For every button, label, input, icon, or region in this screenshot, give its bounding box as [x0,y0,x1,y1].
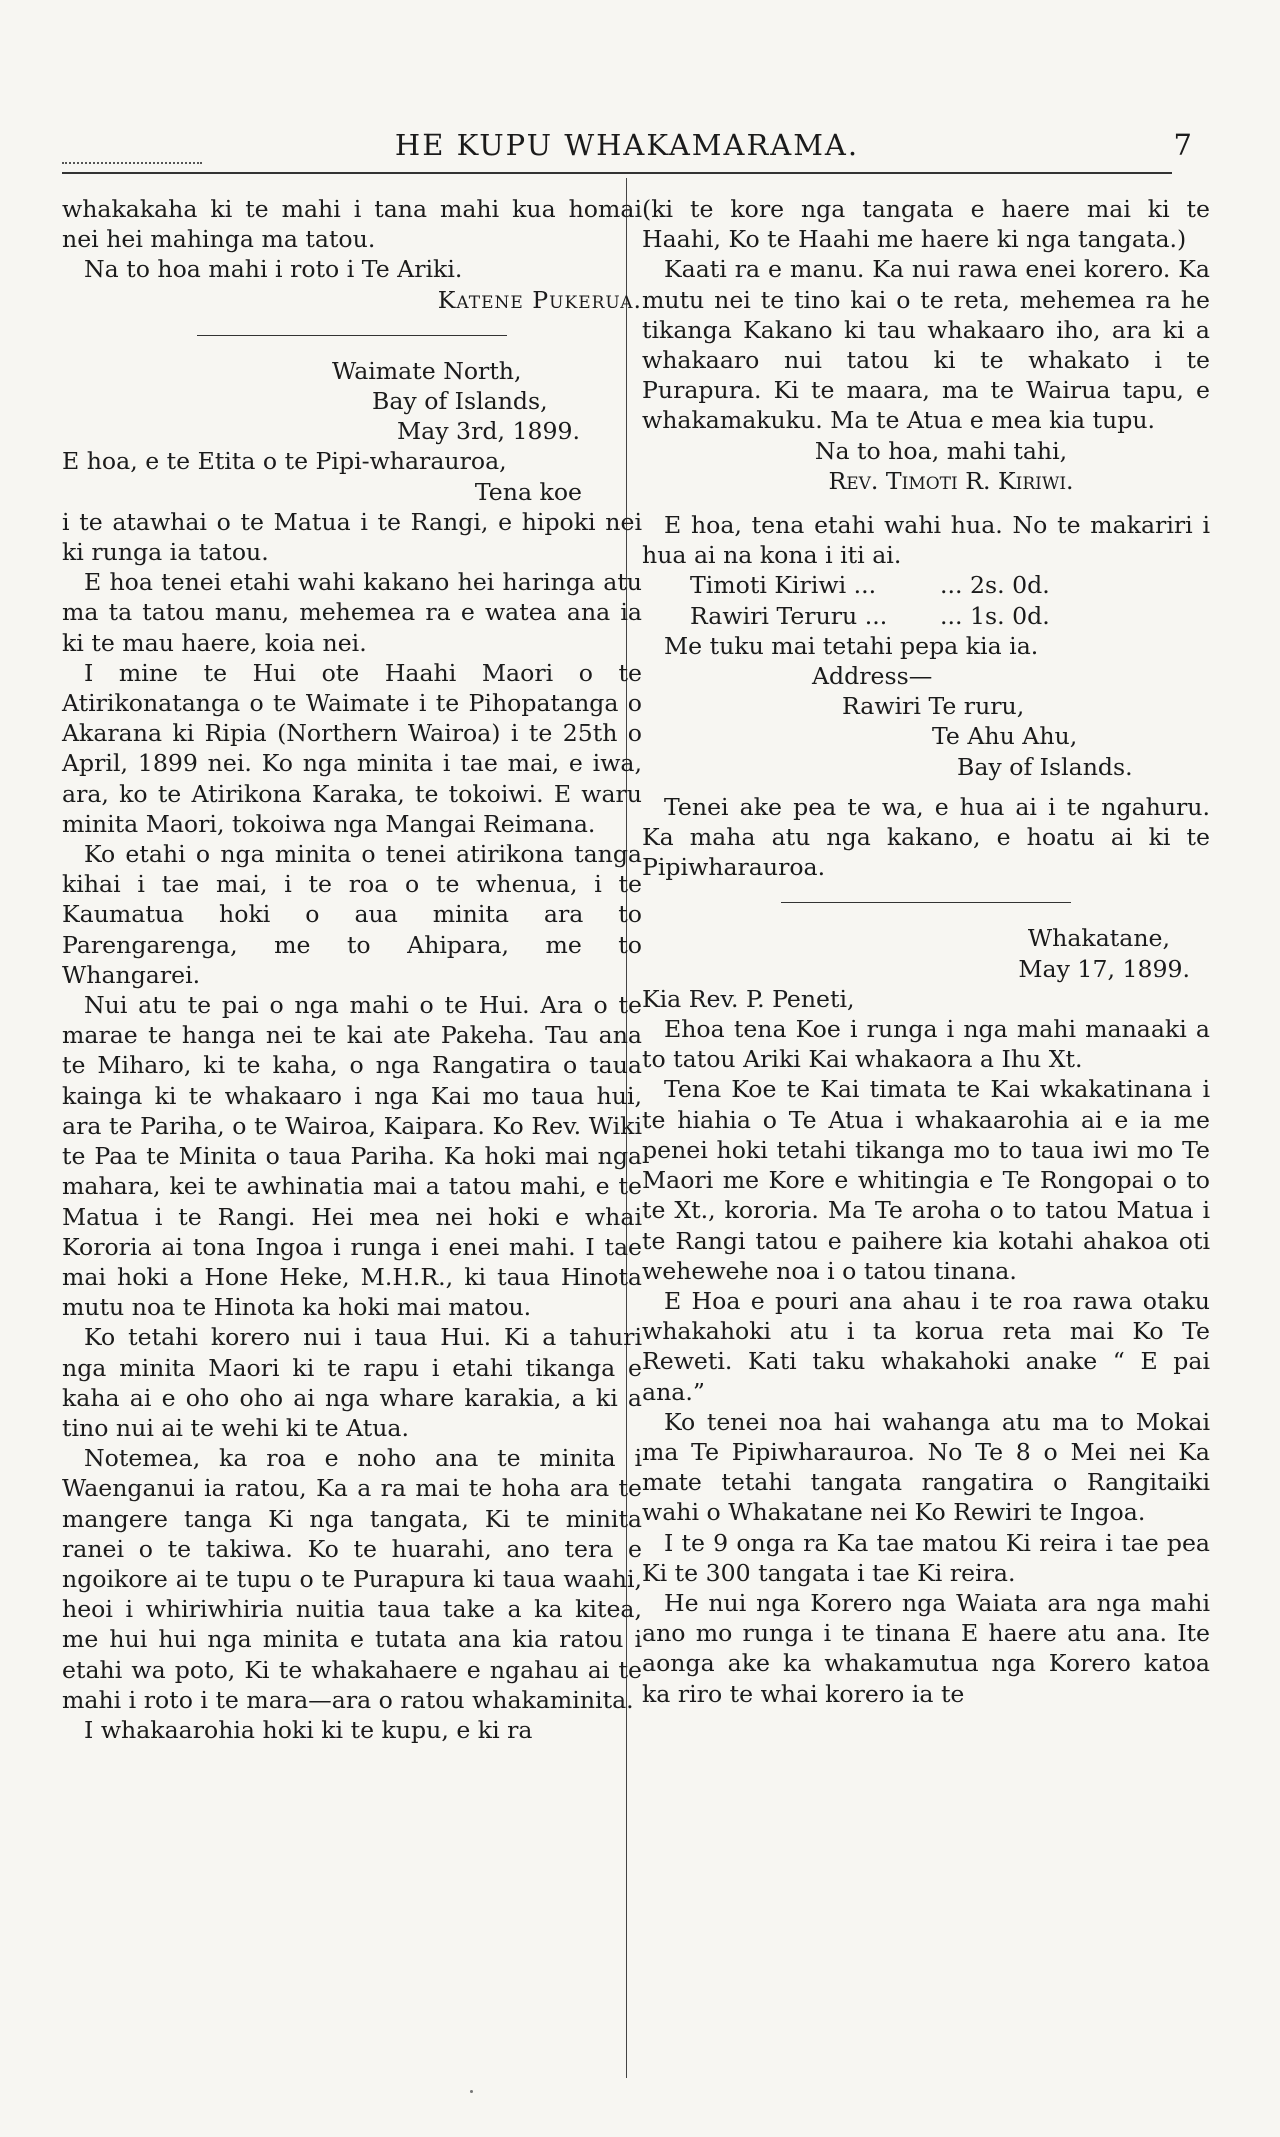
paragraph: E hoa, tena etahi wahi hua. No te makariri i hua ai na kona i iti ai. [642,511,1210,570]
payer-amount: ... 1s. 0d. [940,601,1050,630]
paragraph: Ko tetahi korero nui i taua Hui. Ki a tahuri nga minita Maori ki te rapu i etahi tikanga e kaha ai e oho oho ai nga whare karakia, a ki a tino nui ai te wehi ki te Atua. [62,1323,642,1442]
paragraph: Tenei ake pea te wa, e hua ai i te ngahuru. Ka maha atu nga kakano, e hoatu ai ki te Pipiwharauroa. [642,792,1210,882]
paragraph: Notemea, ka roa e noho ana te minita i Waenganui ia ratou, Ka a ra mai te hoha ara te mangere tanga Ki nga tangata, Ki te minita ranei o te takiwa. Ko te huarahi, ano tera e ngoikore ai te tupu o te Purapura ki taua waahi, heoi i whiriwhiria nuitia taua take a ka kitea, me hui hui nga minita e tutata ana kia ratou i etahi wa poto, Ki te whakahaere e ngahau ai te mahi i roto i te mara—ara o ratou whakaminita. [62,1444,642,1714]
address-line: Te Ahu Ahu, [932,722,1078,751]
address-line: Whakatane, [1027,924,1170,953]
section-rule [781,902,1071,903]
paragraph: Na to hoa mahi i roto i Te Ariki. [84,255,463,284]
paragraph: I mine te Hui ote Haahi Maori o te Atirikonatanga o te Waimate i te Pihopatanga o Akarana ki Ripia (Northern Wairoa) i te 25th o April, 1899 nei. Ko nga minita i tae mai, e iwa, ara, ko te Atirikona Karaka, te tokoiwi. E waru minita Maori, tokoiwa nga Mangai Reimana. [62,658,642,838]
address-line: Rawiri Te ruru, [842,692,1025,721]
right-column [642,194,1210,1709]
paragraph: (ki te kore nga tangata e haere mai ki te Haahi, Ko te Haahi me haere ki nga tangata.) [642,195,1210,254]
salutation: Kia Rev. P. Peneti, [642,984,855,1013]
payer-amount: ... 2s. 0d. [940,571,1050,600]
payer-name: Timoti Kiriwi ... [690,571,877,600]
address-date: May 17, 1899. [1018,954,1190,983]
paragraph: Ko etahi o nga minita o tenei atirikona tanga kihai i tae mai, i te roa o te whenua, i te Kaumatua hoki o aua minita ara to Parengarenga, me to Ahipara, me to Whangarei. [62,840,642,989]
page-title: HE KUPU WHAKAMARAMA. [394,128,860,162]
paragraph: Ehoa tena Koe i runga i nga mahi manaaki a to tatou Ariki Kai whakaora a Ihu Xt. [642,1015,1210,1074]
address-label: Address— [812,662,933,691]
left-column [62,194,642,1745]
paragraph: Me tuku mai tetahi pepa kia ia. [664,631,1039,660]
salutation-cont: Tena koe [474,477,582,506]
address-line: Bay of Islands, [372,387,548,416]
paragraph: I te 9 onga ra Ka tae matou Ki reira i tae pea Ki te 300 tangata i tae Ki reira. [642,1528,1210,1587]
paragraph: whakakaha ki te mahi i tana mahi kua homai nei hei mahinga ma tatou. [62,195,642,254]
signature: Katene Pukerua. [437,285,642,314]
paragraph: Kaati ra e manu. Ka nui rawa enei korero. Ka mutu nei te tino kai o te reta, mehemea ra he tikanga Kakano ki tau whakaaro iho, ara ki a whakaaro nui tatou ki te whakato i te Purapura. Ki te maara, ma te Wairua tapu, e whakamakuku. Ma te Atua e mea kia tupu. [642,255,1210,435]
paragraph: He nui nga Korero nga Waiata ara nga mahi ano mo runga i te tinana E haere atu ana. Ite aonga ake ka whakamutua nga Korero katoa ka riro te whai korero ia te [642,1588,1210,1708]
paragraph: E hoa tenei etahi wahi kakano hei haringa atu ma ta tatou manu, mehemea ra e watea ana ia ki te mau haere, koia nei. [62,568,642,657]
paragraph: E Hoa e pouri ana ahau i te roa rawa otaku whakahoki atu i ta korua reta mai Ko Te Reweti. Kati taku whakahoki anake “ E pai ana.” [642,1286,1210,1406]
speck [470,2090,473,2093]
paragraph: Tena Koe te Kai timata te Kai wkakatinana i te hiahia o Te Atua i whakaarohia ai e ia me penei hoki tetahi tikanga mo to taua iwi mo Te Maori me Kore e whitingia e Te Rongopai o to te Xt., kororia. Ma Te aroha o to tatou Matua i te Rangi tatou e paihere kia kotahi ahakoa oti wehewehe noa i o tatou tinana. [642,1075,1210,1285]
address-line: Bay of Islands. [957,752,1133,781]
payment-row [642,601,1210,631]
paragraph: Ko tenei noa hai wahanga atu ma to Mokai ma Te Pipiwharauroa. No Te 8 o Mei nei Ka mate tetahi tangata rangatira o Rangitaiki wahi o Whakatane nei Ko Rewiri te Ingoa. [642,1407,1210,1527]
closing: Na to hoa, mahi tahi, [814,436,1068,465]
payer-name: Rawiri Teruru ... [690,601,888,630]
paragraph: i te atawhai o te Matua i te Rangi, e hipoki nei ki runga ia tatou. [62,507,642,567]
address-date: May 3rd, 1899. [397,417,580,446]
salutation: E hoa, e te Etita o te Pipi-wharauroa, [62,447,507,476]
address-line: Waimate North, [332,356,522,385]
section-rule [197,335,507,336]
signature: Rev. Timoti R. Kiriwi. [828,466,1074,495]
paragraph: Nui atu te pai o nga mahi o te Hui. Ara o te marae te hanga nei te kai ate Pakeha. Tau ana te Miharo, ki te kaha, o nga Rangatira o taua kainga ki te whakaaro i nga Kai mo taua hui, ara te Pariha, o te Wairoa, Kaipara. Ko Rev. Wiki te Paa te Minita o taua Pariha. Ka hoki mai nga mahara, kei te awhinatia mai a tatou mahi, e te Matua i te Rangi. Hei mea nei hoki e whai Kororia ai tona Ingoa i runga i enei mahi. I tae mai hoki a Hone Heke, M.H.R., ki taua Hinota mutu noa te Hinota ka hoki mai matou. [62,991,642,1322]
payment-row [642,570,1210,600]
page-number: 7 [1173,128,1192,162]
paragraph: I whakaarohia hoki ki te kupu, e ki ra [84,1715,533,1744]
running-header [62,128,1192,168]
header-rule [62,172,1172,174]
printer-smudge [62,162,202,168]
